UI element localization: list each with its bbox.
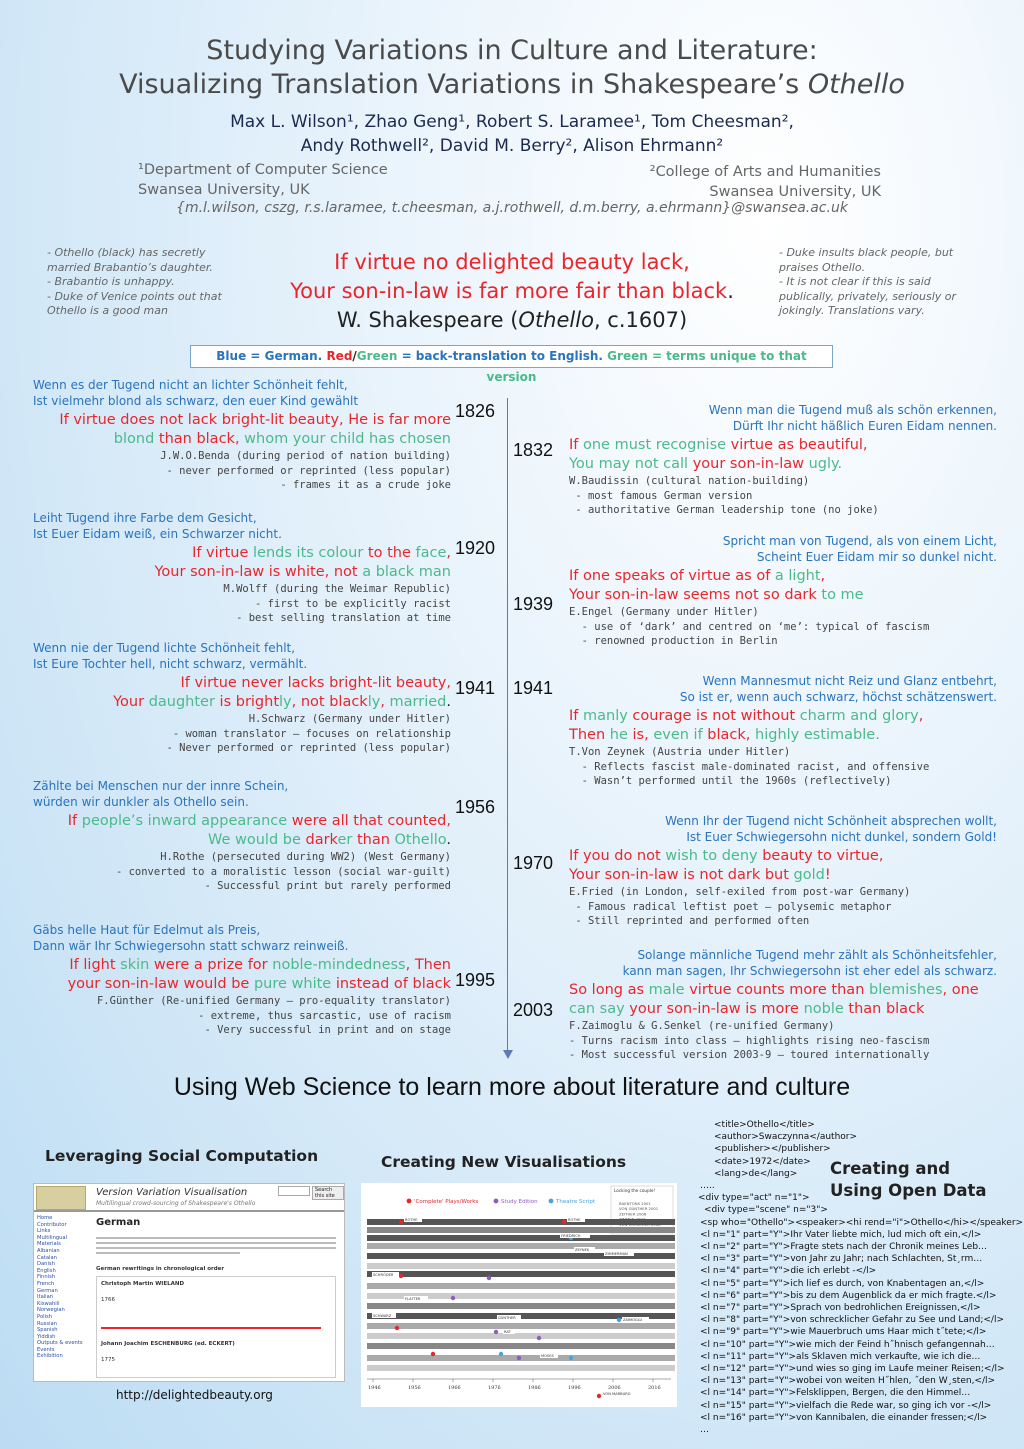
xml-line: <l n="13" part="Y">wobei von weiten H˝hlen, ˝den W¸sten,</l>	[700, 1376, 996, 1387]
translation-entry-2003	[569, 947, 997, 1063]
vis-key-item: ZEITHER 2006	[619, 1211, 647, 1217]
translation-entry-1939	[569, 533, 997, 649]
note-line: jokingly. Translations vary.	[779, 304, 925, 317]
poster-title	[0, 34, 1024, 102]
wiki-nav-item[interactable]: Links	[37, 1228, 51, 1235]
affiliation-right: ²College of Arts and Humanities Swansea University, UK	[649, 164, 881, 200]
author-emails: {m.l.wilson, cszg, r.s.laramee, t.cheesman, a.j.rothwell, d.m.berry, a.ehrmann}@swansea.ac.uk	[176, 200, 848, 216]
wiki-nav-item[interactable]: Finnish	[37, 1274, 56, 1281]
wiki-title: Version Variation Visualisation	[96, 1187, 248, 1198]
wiki-nav-item[interactable]: Spanish	[37, 1327, 58, 1334]
translation-entry-1920	[33, 510, 451, 626]
wiki-nav-item[interactable]: Exhibition	[37, 1353, 63, 1360]
xml-line: <date>1972</date>	[714, 1156, 811, 1167]
vis-version-dot	[562, 1220, 566, 1224]
authors-line-1: Max L. Wilson¹, Zhao Geng¹, Robert S. Laramee¹, Tom Cheesman²,	[230, 112, 794, 132]
vis-version-dot	[399, 1220, 403, 1224]
year-label: 1826	[455, 401, 496, 421]
vis-x-tick-label: 2016	[648, 1385, 661, 1391]
back-translation-line: If manly courage is not without charm and glory,	[569, 708, 924, 724]
german-text: Wenn nie der Tugend lichte Schönheit fehlt, Ist Eure Tochter hell, nicht schwarz, vermählt.	[33, 641, 308, 671]
translator-notes: F.Günther (Re-unified Germany – pro-equality translator) - extreme, thus sarcastic, use of racism - Very successful in print and on stage	[96, 995, 451, 1036]
wiki-entry-1: Christoph Martin WIELAND	[101, 1281, 185, 1287]
title-line-2: Visualizing Translation Variations in Shakespeare’s Othello	[119, 69, 905, 100]
xml-line: <author>Swaczynna</author>	[714, 1132, 858, 1143]
vis-bar-label: SCHWARZ	[373, 1314, 392, 1318]
wiki-section-title: German rewritings in chronological order	[96, 1266, 225, 1272]
vis-track-bar	[367, 1235, 675, 1241]
wiki-nav-item[interactable]: Polish	[37, 1313, 52, 1320]
german-text: Wenn man die Tugend muß als schön erkennen, Dürft Ihr nicht häßlich Euren Eidam nennen.	[708, 403, 997, 433]
project-url[interactable]: http://delightedbeauty.org	[116, 1388, 273, 1402]
back-translation-line: If virtue never lacks bright-lit beauty,	[180, 675, 451, 691]
wiki-nav-item[interactable]: Contributor	[37, 1221, 67, 1228]
translation-entry-1956	[33, 778, 451, 894]
quote-line-1: If virtue no delighted beauty lack,	[334, 250, 690, 274]
year-label: 1995	[455, 970, 496, 990]
german-text: Gäbs helle Haut für Edelmut als Preis, Dann wär Ihr Schwiegersohn statt schwarz reinweiß.	[33, 923, 349, 953]
visualisations-heading: Creating New Visualisations	[381, 1153, 627, 1171]
wiki-screenshot	[33, 1183, 345, 1382]
back-translation-line: If one speaks of virtue as of a light,	[569, 568, 826, 584]
legend-dot	[494, 1199, 499, 1204]
vis-x-tick-label: 1996	[568, 1385, 581, 1391]
wiki-highlight-line	[101, 1327, 321, 1329]
note-line: publically, privately, seriously or	[779, 289, 957, 303]
xml-line: <l n="7" part="Y">Sprach von bedrohlichen Ereignissen,</l>	[700, 1303, 981, 1314]
translation-entry-1995	[33, 922, 451, 1038]
vis-bar-label: ROTHE	[405, 1218, 418, 1222]
back-translation-line: If virtue does not lack bright-lit beauty, He is far more	[59, 412, 451, 428]
vis-bar-label: MOSES	[541, 1354, 554, 1358]
german-text: Solange männliche Tugend mehr zählt als Schönheitsfehler, kann man sagen, Ihr Schwiegersohn ist eher edel als schwarz.	[622, 948, 997, 978]
xml-line: <title>Othello</title>	[714, 1120, 815, 1130]
vis-key-item: VON GÜNTHER 2001	[619, 1206, 659, 1212]
vis-track-bar	[367, 1365, 675, 1371]
vis-version-dot	[569, 1356, 573, 1360]
wiki-nav-item[interactable]: Home	[37, 1215, 53, 1221]
wiki-nav-item[interactable]: Catalan	[37, 1254, 57, 1261]
wiki-page-title: German	[96, 1217, 141, 1228]
vis-bar-label: VON MARBURG	[603, 1392, 631, 1396]
context-note-right	[779, 246, 979, 319]
context-note-left	[47, 246, 247, 319]
vis-bar-label: ZEYNEK	[575, 1248, 590, 1252]
timeline-arrow-icon	[503, 1050, 513, 1059]
vis-x-tick-label: 1946	[368, 1385, 381, 1391]
xml-line: …..	[700, 1181, 715, 1192]
vis-x-tick-label: 1976	[488, 1385, 501, 1391]
vis-bar-label: FRIEDRICH	[561, 1234, 581, 1238]
german-text: Wenn Mannesmut nicht Reiz und Glanz entbehrt, So ist er, wenn auch schwarz, höchst schätzenswert.	[679, 674, 997, 704]
wiki-logo	[36, 1186, 86, 1210]
legend-label: 'Complete' Plays/Works	[414, 1199, 479, 1205]
vis-bar-label: ZAIMOGLU	[623, 1318, 643, 1322]
vis-key-item: BAENTONS 2001	[619, 1201, 651, 1206]
translation-entry-1941	[33, 640, 451, 756]
legend-label: Study Edition	[501, 1199, 538, 1205]
translation-entry-1826	[33, 377, 451, 493]
year-label: 2003	[513, 1000, 554, 1020]
title-line-1: Studying Variations in Culture and Literature:	[206, 35, 818, 66]
xml-line: <lang>de</lang>	[714, 1168, 798, 1179]
open-data-heading: Creating and Using Open Data	[830, 1159, 987, 1200]
note-line: married Brabantio’s daughter.	[47, 260, 213, 274]
german-text: Spricht man von Tugend, als von einem Licht, Scheint Euer Eidam mir so dunkel nicht.	[722, 534, 997, 564]
vis-track-bar	[367, 1323, 675, 1329]
wiki-nav-item[interactable]: Yiddish	[37, 1333, 56, 1340]
vis-bar-label: ROTHE	[568, 1218, 581, 1222]
vis-version-dot	[537, 1336, 541, 1340]
vis-key-title: Locking the couple!	[614, 1188, 656, 1193]
xml-line: <l n="9" part="Y">wie Mauerbruch ums Haar mich t˝tete;</l>	[700, 1327, 987, 1338]
wiki-nav-item[interactable]: Norwegian	[37, 1307, 65, 1314]
back-translation-line: If one must recognise virtue as beautiful,	[569, 437, 868, 453]
year-label: 1941	[455, 678, 496, 698]
vis-track-bar	[367, 1283, 675, 1289]
legend-dot	[549, 1199, 554, 1204]
vis-bar-label: FLATTER	[405, 1297, 421, 1301]
translator-notes: H.Rothe (persecuted during WW2) (West Germany) - converted to a moralistic lesson (social war-guilt) - Successful print but rarely performed	[115, 851, 451, 892]
vis-track-bar	[367, 1343, 675, 1349]
wiki-search-button[interactable]: Search this site	[312, 1186, 344, 1200]
tei-xml-sample	[690, 1119, 1023, 1436]
german-text: Leiht Tugend ihre Farbe dem Gesicht, Ist Euer Eidam weiß, ein Schwarzer nicht.	[33, 511, 282, 541]
translator-notes: H.Schwarz (Germany under Hitler) - woman translator – focuses on relationship - Never performed or reprinted (less popular)	[166, 713, 451, 754]
social-computation-heading: Leveraging Social Computation	[45, 1147, 319, 1165]
vis-x-tick-label: 1966	[448, 1385, 461, 1391]
xml-line: <l n="11" part="Y">als Sklaven mich verkaufte, wie ich die…	[700, 1351, 981, 1362]
wiki-entries-box	[96, 1276, 336, 1378]
german-text: Wenn Ihr der Tugend nicht Schönheit absprechen wollt, Ist Euer Schwiegersohn nicht dunkel, sondern Gold!	[665, 814, 997, 844]
wiki-search-input[interactable]	[278, 1186, 310, 1196]
back-translation-line: If light skin were a prize for noble-mindedness, Then	[69, 957, 451, 973]
xml-line: <l n="4" part="Y">die ich erlebt -</l>	[700, 1266, 877, 1277]
vis-x-tick-label: 1956	[408, 1385, 421, 1391]
xml-line: <l n="6" part="Y">bis zu dem Augenblick da er mich fragte.</l>	[700, 1290, 997, 1301]
web-science-heading: Using Web Science to learn more about literature and culture	[173, 1073, 851, 1101]
translator-notes: J.W.O.Benda (during period of nation building) - never performed or reprinted (less popular) - frames it as a crude joke	[160, 450, 451, 491]
timeline-axis	[507, 398, 508, 1050]
back-translation-line: If people’s inward appearance were all that counted,	[67, 813, 451, 829]
back-translation-line: Your son-in-law seems not so dark to me	[569, 587, 864, 603]
vis-version-dot	[617, 1318, 621, 1322]
year-label: 1939	[513, 594, 554, 614]
xml-line: <l n="16" part="Y">von Kannibalen, die einander fressen;</l>	[700, 1412, 988, 1423]
wiki-nav-item[interactable]: Italian	[37, 1294, 54, 1301]
note-line: praises Othello.	[779, 260, 866, 274]
note-line: - Othello (black) has secretly	[47, 246, 206, 259]
vis-version-dot	[399, 1274, 403, 1278]
vis-track-bar	[367, 1333, 675, 1339]
vis-version-dot	[517, 1356, 521, 1360]
wiki-nav-item[interactable]: Kiswahili	[37, 1300, 60, 1307]
vis-version-dot	[487, 1276, 491, 1280]
back-translation-line: Your son-in-law is white, not a black man	[154, 564, 451, 580]
vis-version-dot	[494, 1330, 498, 1334]
back-translation-line: If you do not wish to deny beauty to virtue,	[569, 848, 884, 864]
affiliation-left: ¹Department of Computer Science Swansea University, UK	[138, 162, 388, 198]
xml-line: <l n="15" part="Y">vielfach die Rede war, so ging ich vor -</l>	[700, 1400, 992, 1411]
xml-line: <div type="act" n="1">	[698, 1193, 810, 1204]
vis-bar-label: ZIMMERMAN	[605, 1252, 628, 1256]
wiki-entry-2: Johann Joachim ESCHENBURG (ed. ECKERT)	[101, 1341, 235, 1347]
vis-version-dot	[451, 1296, 455, 1300]
year-label: 1832	[513, 440, 554, 460]
translation-entry-1970	[569, 813, 997, 929]
vis-track-bar	[367, 1271, 675, 1277]
wiki-nav-item[interactable]: Multilingual Materials	[37, 1234, 68, 1248]
german-text: Wenn es der Tugend nicht an lichter Schönheit fehlt, Ist vielmehr blond als schwarz, den euer Kind gewählt	[33, 378, 359, 408]
year-label: 1941	[513, 678, 554, 698]
german-text: Zählte bei Menschen nur der innre Schein, würden wir dunkler als Othello sein.	[33, 779, 289, 809]
legend-dot	[407, 1199, 412, 1204]
xml-line: <l n="5" part="Y">ich lief es durch, von Knabentagen an,</l>	[700, 1278, 985, 1289]
vis-track-bar	[367, 1303, 675, 1309]
note-line: Othello is a good man	[47, 304, 168, 317]
translation-entry-1832	[569, 402, 997, 518]
xml-line: <l n="14" part="Y">Felsklippen, Bergen, die den Himmel…	[700, 1388, 971, 1399]
authors	[0, 110, 1024, 158]
translator-notes: F.Zaimoglu & G.Senkel (re-unified Germany) - Turns racism into class – highlights rising neo-fascism - Most successful version 2003-9 – toured internationally	[569, 1020, 930, 1061]
wiki-nav-item[interactable]: Events	[37, 1346, 55, 1353]
vis-version-dot	[395, 1326, 399, 1330]
wiki-subtitle: Multilingual crowd-sourcing of Shakespeare's Othello	[96, 1200, 256, 1207]
quote-line-2: Your son-in-law is far more fair than black.	[290, 279, 734, 303]
vis-track-bar	[367, 1263, 675, 1269]
wiki-nav-item[interactable]: Danish	[37, 1261, 55, 1268]
translator-notes: E.Engel (Germany under Hitler) - use of ‘dark’ and centred on ‘me’: typical of fascism - renowned production in Berlin	[569, 606, 930, 647]
wiki-entry-2-year: 1775	[101, 1357, 115, 1363]
note-line: - It is not clear if this is said	[779, 275, 931, 288]
xml-line: <l n="10" part="Y">wie mich der Feind h˝hnisch gefangennah…	[700, 1339, 995, 1350]
xml-line: <div type="scene" n="3">	[704, 1205, 828, 1216]
xml-line: <l n="3" part="Y">von Jahr zu Jahr; nach Schlachten, St¸rm…	[700, 1254, 983, 1265]
vis-version-dot	[431, 1352, 435, 1356]
xml-line: <publisher></publisher>	[714, 1144, 831, 1155]
vis-bar-label: SCHRÖDER	[373, 1273, 394, 1277]
color-legend: Blue = German. Red/Green = back-translation to English. Green = terms unique to that version	[190, 345, 833, 368]
wiki-sidebar	[37, 1215, 87, 1360]
year-label: 1920	[455, 538, 496, 558]
vis-timeline-chart	[361, 1183, 677, 1407]
vis-x-tick-label: 1986	[528, 1385, 541, 1391]
note-line: - Duke insults black people, but	[779, 246, 954, 259]
translator-notes: W.Baudissin (cultural nation-building) - most famous German version - authoritative German leadership tone (no joke)	[569, 475, 879, 516]
back-translation-line: Your daughter is brightly, not blackly, married.	[113, 694, 451, 710]
back-translation-line: If virtue lends its colour to the face,	[192, 545, 451, 561]
vis-bar-label: RAT	[504, 1330, 511, 1334]
wiki-nav-item[interactable]: French	[37, 1280, 55, 1287]
wiki-nav-item[interactable]: English	[37, 1267, 56, 1274]
year-label: 1970	[513, 853, 554, 873]
wiki-nav-item[interactable]: German	[37, 1287, 58, 1294]
back-translation-line: Your son-in-law is not dark but gold!	[569, 867, 831, 883]
back-translation-line: Then he is, even if black, highly estimable.	[569, 727, 880, 743]
translation-entry-1941	[569, 673, 997, 789]
quote-attribution: W. Shakespeare (Othello, c.1607)	[336, 308, 688, 332]
wiki-nav-item[interactable]: Albanian	[37, 1247, 60, 1254]
xml-line: …	[700, 1425, 709, 1436]
vis-bar-label: GÜNTHER	[498, 1316, 516, 1320]
back-translation-line: So long as male virtue counts more than blemishes, one	[569, 982, 979, 998]
vis-version-dot	[499, 1352, 503, 1356]
wiki-nav-item[interactable]: Outputs & events	[37, 1340, 83, 1347]
back-translation-line: can say your son-in-law is more noble than black	[569, 1001, 925, 1017]
vis-x-tick-label: 2006	[608, 1385, 621, 1391]
vis-track-bar	[367, 1227, 675, 1233]
vis-screenshot	[361, 1183, 677, 1407]
wiki-entry-1-year: 1766	[101, 1297, 115, 1303]
note-line: - Brabantio is unhappy.	[47, 275, 175, 288]
wiki-nav-item[interactable]: Russian	[37, 1320, 57, 1327]
translator-notes: M.Wolff (during the Weimar Republic) - first to be explicitly racist - best selling translation at time	[223, 583, 451, 624]
back-translation-line: blond than black, whom your child has chosen	[113, 431, 451, 447]
wiki-intro-text	[96, 1234, 336, 1262]
legend-label: Theatre Script	[556, 1199, 595, 1205]
wiki-divider	[34, 1210, 344, 1212]
back-translation-line: We would be darker than Othello.	[207, 832, 451, 848]
translator-notes: E.Fried (in London, self-exiled from post-war Germany) - Famous radical leftist poet – polysemic metaphor - Still reprinted and performed often	[569, 886, 911, 927]
xml-line: <l n="12" part="Y">und wies so ging im Laufe meiner Reisen;</l>	[700, 1364, 1005, 1375]
back-translation-line: your son-in-law would be pure white instead of black	[67, 976, 451, 992]
xml-line: <l n="2" part="Y">Fragte stets nach der Chronik meines Leb…	[700, 1242, 988, 1253]
authors-line-2: Andy Rothwell², David M. Berry², Alison Ehrmann²	[300, 136, 724, 156]
vis-version-dot	[597, 1394, 601, 1398]
back-translation-line: You may not call your son-in-law ugly.	[569, 456, 843, 472]
xml-line: <sp who="Othello"><speaker><hi rend="i">Othello</hi></speaker>	[700, 1217, 1024, 1228]
xml-line: <l n="1" part="Y">Ihr Vater liebte mich, lud mich oft ein,</l>	[700, 1229, 982, 1240]
xml-line: <l n="8" part="Y">von schrecklicher Gefahr zu See und Land;</l>	[700, 1315, 1004, 1326]
vis-track-bar	[367, 1243, 675, 1249]
note-line: - Duke of Venice points out that	[47, 289, 222, 303]
translator-notes: T.Von Zeynek (Austria under Hitler) - Reflects fascist male-dominated racist, and offensive - Wasn’t performed until the 1960s (reflectively)	[569, 746, 930, 787]
year-label: 1956	[455, 797, 496, 817]
shakespeare-quote	[220, 248, 804, 335]
